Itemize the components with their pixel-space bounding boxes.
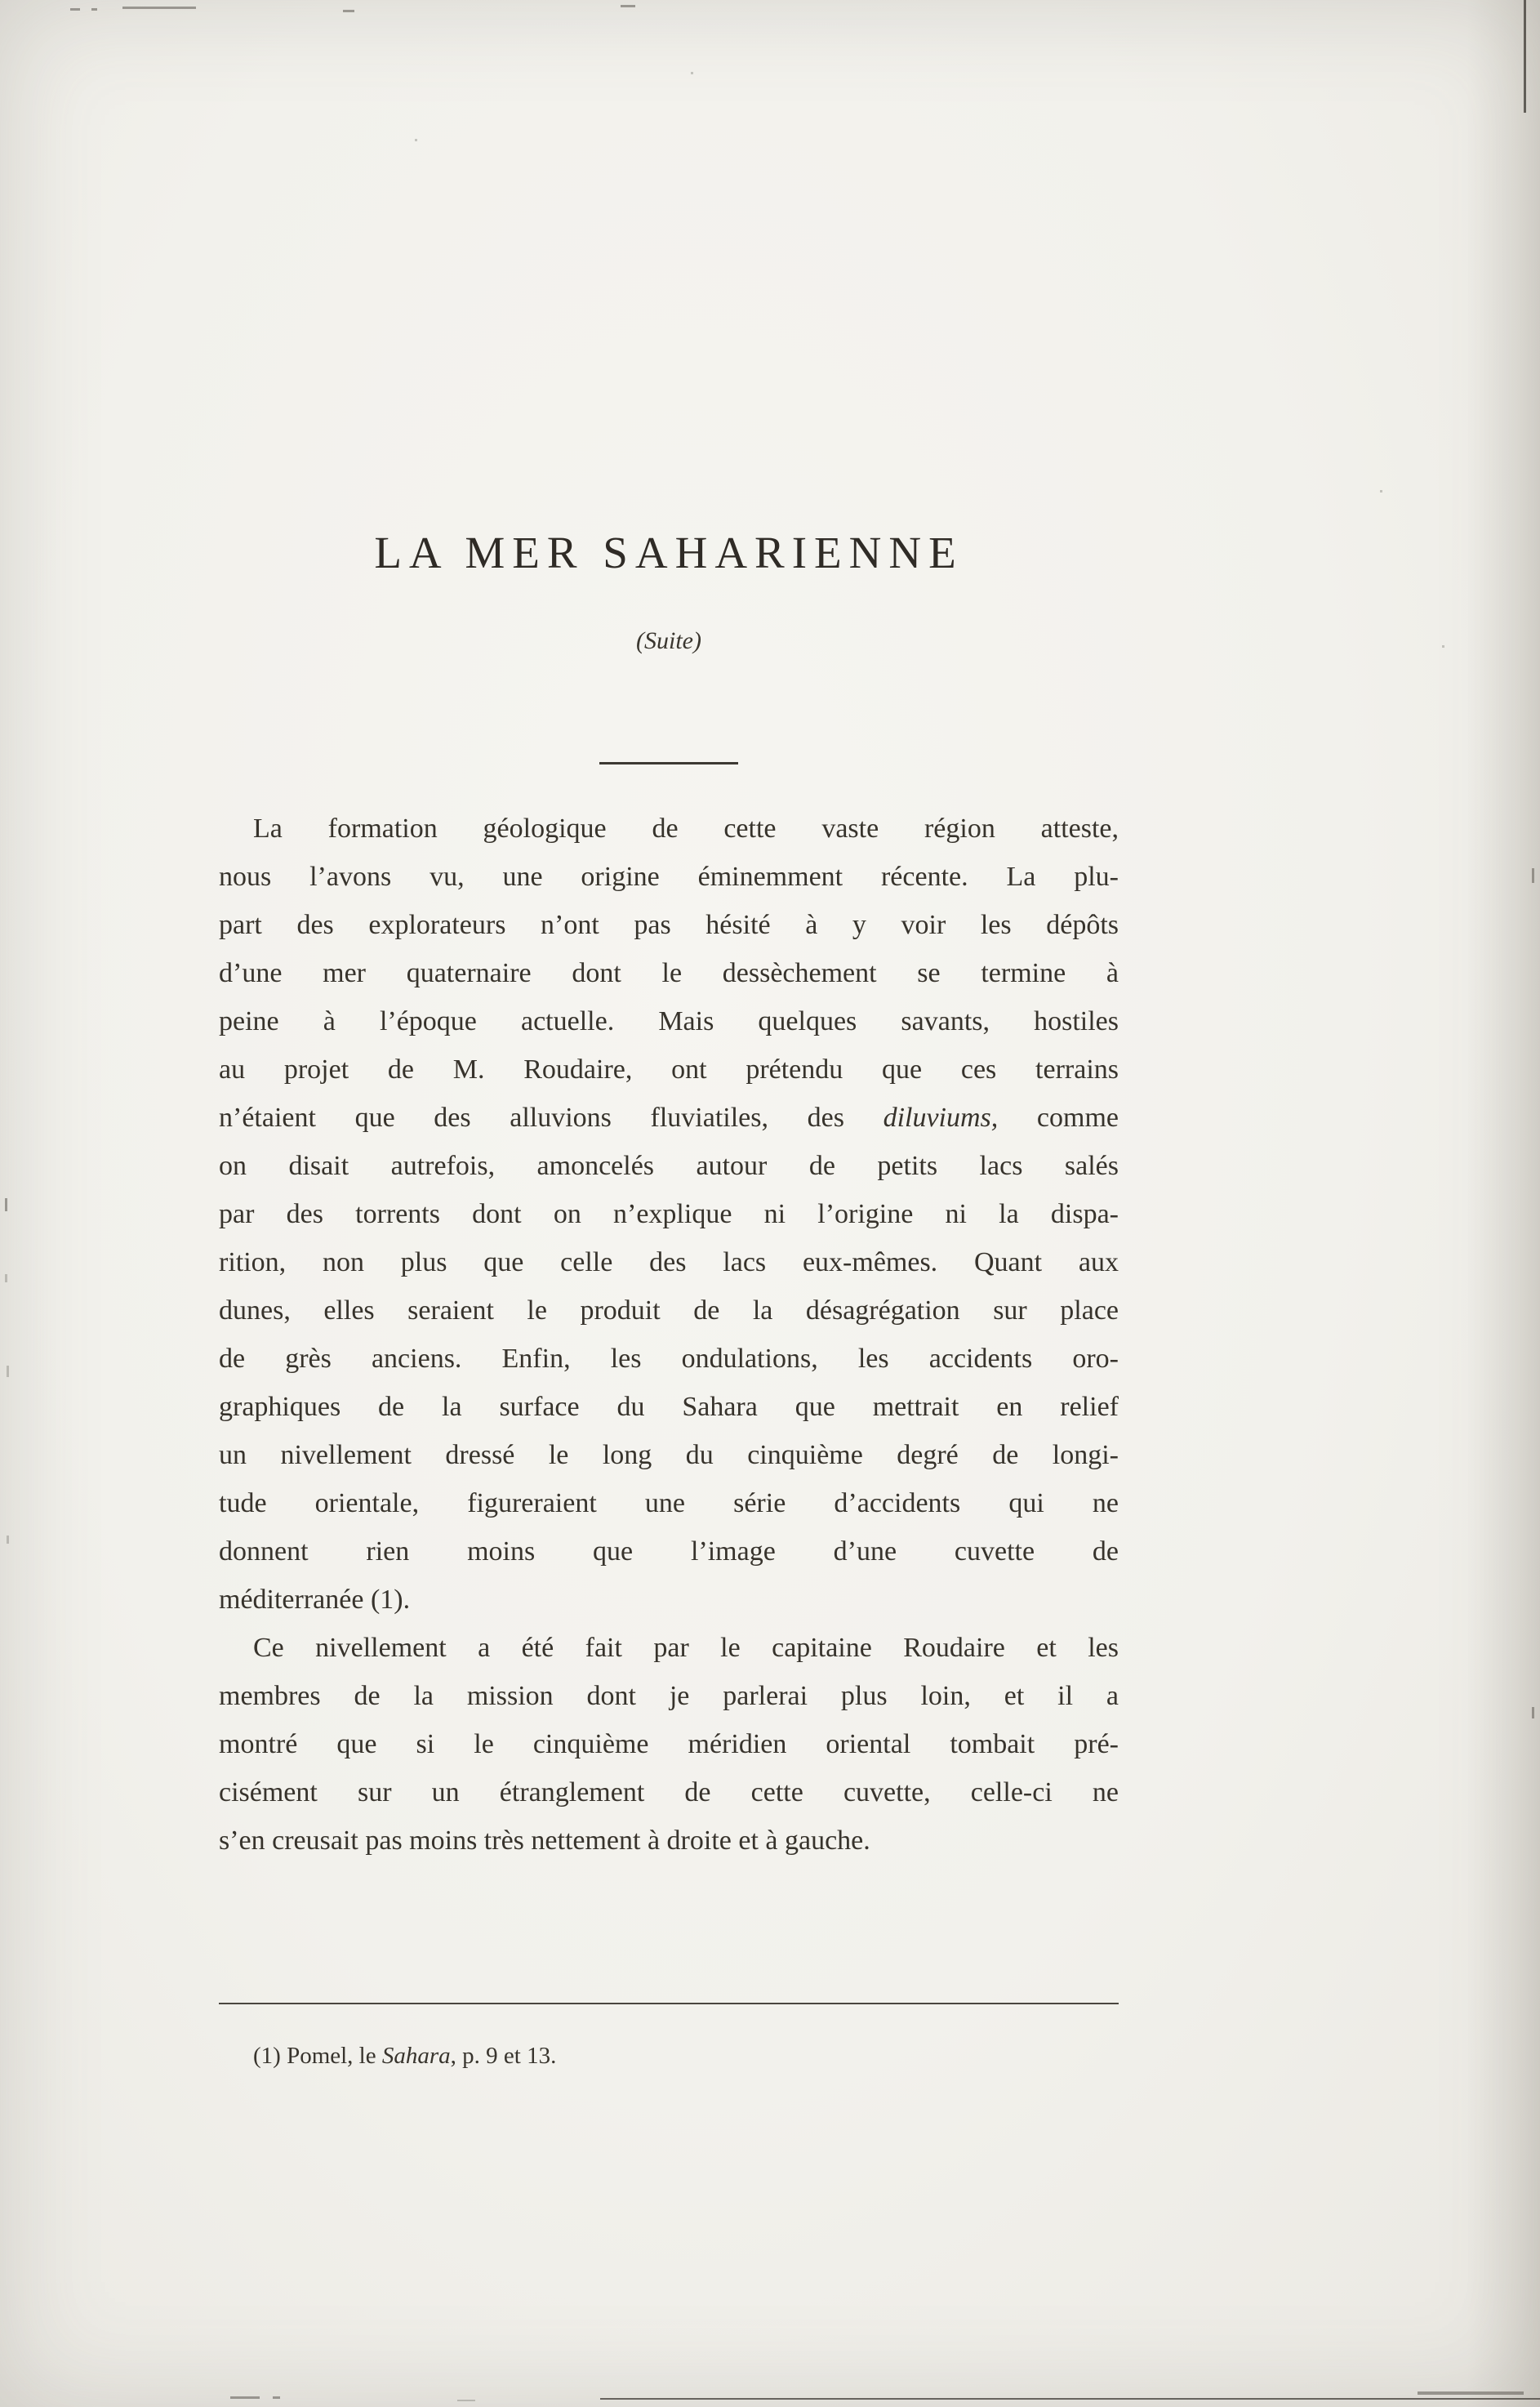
paragraph1-line: peine à l’époque actuelle. Mais quelques savants, hostiles (219, 1006, 1119, 1036)
scan-artifact-top-left-rule (122, 7, 196, 9)
paragraph2-line: membres de la mission dont je parlerai plus loin, et il a (219, 1681, 1119, 1711)
scan-artifact-left-tick (5, 1274, 7, 1282)
scan-artifact-right-edge-line (1524, 0, 1526, 113)
paragraph1-line: au projet de M. Roudaire, ont prétendu que ces terrains (219, 1054, 1119, 1085)
footnote (219, 2038, 1119, 2074)
line-segment: comme (998, 1103, 1119, 1133)
scan-artifact-right-tick (1532, 868, 1534, 883)
paragraph1-line: nous l’avons vu, une origine éminemment récente. La plu- (219, 862, 1119, 892)
footnote-segment: , p. 9 et 13. (450, 2043, 557, 2069)
scan-artifact-top-dash (343, 10, 354, 12)
paragraph1-line: un nivellement dressé le long du cinquième degré de longi- (219, 1440, 1119, 1470)
line-segment: n’étaient que des alluvions fluviatiles, des (219, 1103, 883, 1133)
scan-artifact-top-dash (621, 5, 635, 7)
document-subtitle: (Suite) (636, 627, 701, 654)
title-divider-rule (599, 762, 738, 764)
footnote-segment: (1) Pomel, le (253, 2043, 382, 2069)
body-text (219, 805, 1119, 1865)
paragraph1-line: dunes, elles seraient le produit de la désagrégation sur place (219, 1295, 1119, 1326)
scan-artifact-right-tick (1532, 1707, 1534, 1718)
italic-term: diluviums, (883, 1103, 999, 1133)
paragraph2-line: montré que si le cinquième méridien oriental tombait pré- (219, 1729, 1119, 1759)
scan-artifact-left-tick (5, 1198, 7, 1211)
scan-artifact-bottom-dash (457, 2400, 475, 2401)
footnote-divider-rule (219, 2003, 1119, 2004)
paragraph2-line: Ce nivellement a été fait par le capitaine Roudaire et les (253, 1633, 1119, 1663)
scan-artifact-speckle (415, 139, 417, 141)
paragraph1-line: de grès anciens. Enfin, les ondulations, les accidents oro- (219, 1344, 1119, 1374)
paragraph1-line: rition, non plus que celle des lacs eux-mêmes. Quant aux (219, 1247, 1119, 1277)
paragraph1-line: on disait autrefois, amoncelés autour de petits lacs salés (219, 1151, 1119, 1181)
scan-artifact-left-tick (7, 1366, 9, 1377)
document-title: LA MER SAHARIENNE (374, 528, 964, 577)
scan-artifact-top-left-dash (70, 8, 80, 11)
paragraph1-line: par des torrents dont on n’explique ni l’origine ni la dispa- (219, 1199, 1119, 1229)
scan-artifact-speckle (1442, 645, 1444, 648)
paragraph1-last-line: méditerranée (1). (219, 1585, 411, 1615)
scan-artifact-left-tick (7, 1536, 9, 1544)
paragraph1-line-with-italic (219, 1094, 1119, 1142)
scan-artifact-speckle (691, 72, 693, 74)
paragraph1-line: part des explorateurs n’ont pas hésité à y voir les dépôts (219, 910, 1119, 940)
paragraph2-last-line: s’en creusait pas moins très nettement à droite et à gauche. (219, 1825, 870, 1856)
paragraph1-line: donnent rien moins que l’image d’une cuvette de (219, 1536, 1119, 1567)
paragraph2-line: cisément sur un étranglement de cette cuvette, celle-ci ne (219, 1777, 1119, 1807)
paragraph1-line: La formation géologique de cette vaste région atteste, (253, 813, 1119, 844)
scan-artifact-bottom-right-mark (1418, 2391, 1524, 2395)
footnote-italic-term: Sahara (381, 2043, 451, 2069)
scan-artifact-bottom-dash (230, 2396, 260, 2399)
scan-artifact-speckle (1380, 490, 1382, 493)
paragraph1-line: tude orientale, figureraient une série d’accidents qui ne (219, 1488, 1119, 1518)
scan-artifact-bottom-dash (273, 2396, 280, 2399)
scan-artifact-bottom-line (600, 2398, 1540, 2400)
scan-artifact-top-left-dash (91, 8, 97, 11)
paragraph1-line: graphiques de la surface du Sahara que mettrait en relief (219, 1392, 1119, 1422)
paragraph1-line: d’une mer quaternaire dont le dessèchement se termine à (219, 958, 1119, 988)
